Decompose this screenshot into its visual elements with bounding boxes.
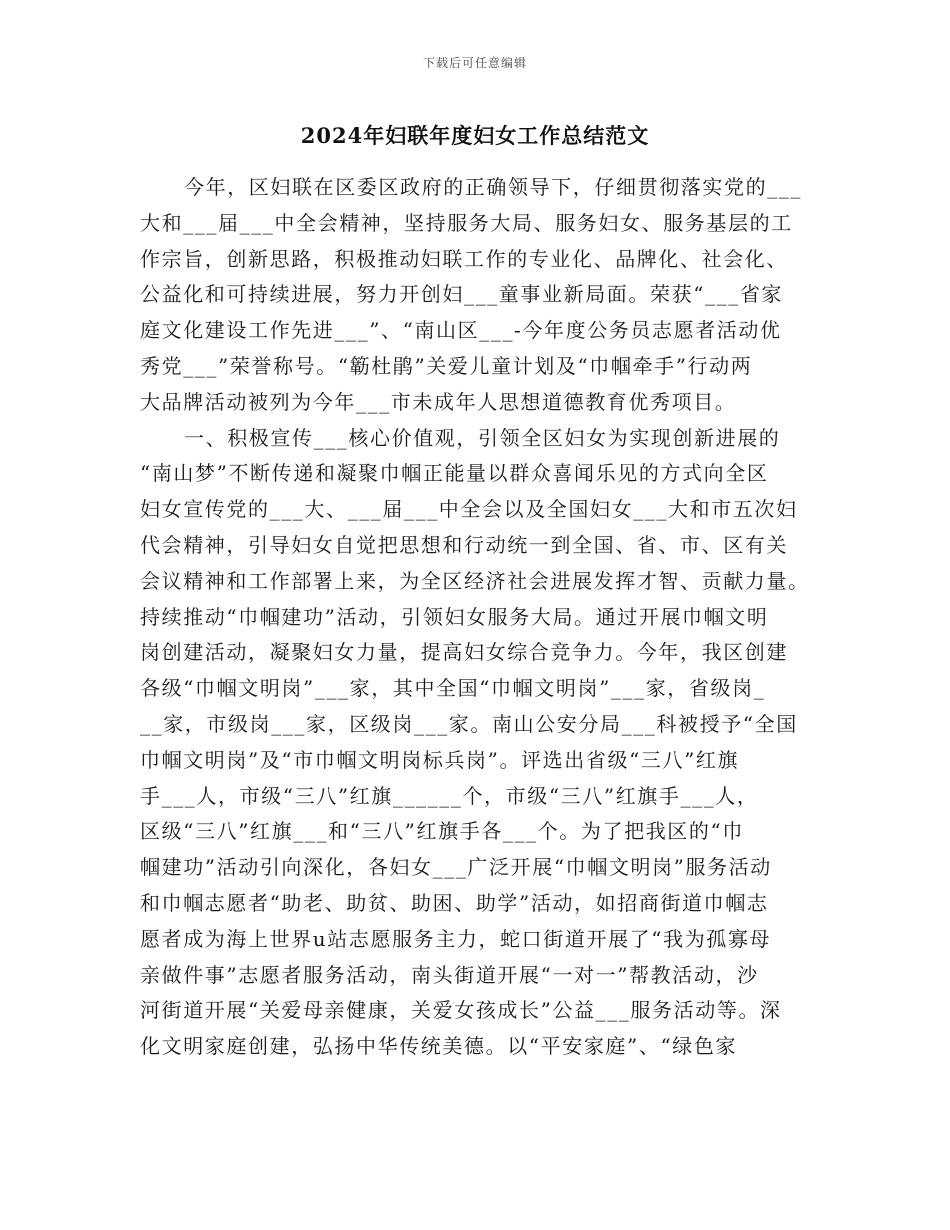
text-line: 会议精神和工作部署上来，为全区经济社会进展发挥才智、贡献力量。 (140, 568, 810, 593)
text-line: 帼建功”活动引向深化，各妇女___广泛开展“巾帼文明岗”服务活动 (140, 855, 772, 880)
text-line: 秀党___”荣誉称号。“簕杜鹃”关爱儿童计划及“巾帼牵手”行动两 (140, 353, 753, 378)
paragraph-intro (140, 170, 820, 421)
text-line: 持续推动“巾帼建功”活动，引领妇女服务大局。通过开展巾帼文明 (140, 604, 769, 629)
text-line: 岗创建活动，凝聚妇女力量，提高妇女综合竞争力。今年，我区创建 (140, 640, 788, 665)
text-line: 代会精神，引导妇女自觉把思想和行动统一到全国、省、市、区有关 (140, 532, 788, 557)
text-line: 河街道开展“关爱母亲健康，关爱女孩成长”公益___服务活动等。深 (140, 998, 782, 1023)
text-line: 区级“三八”红旗___和“三八”红旗手各___个。为了把我区的“巾 (140, 819, 744, 844)
text-line: 大和___届___中全会精神，坚持服务大局、服务妇女、服务基层的工 (140, 210, 793, 235)
text-line: 大品牌活动被列为今年___市未成年人思想道德教育优秀项目。 (140, 389, 737, 414)
text-line: 作宗旨，创新思路，积极推动妇联工作的专业化、品牌化、社会化、 (140, 246, 788, 271)
document-title: 2024年妇联年度妇女工作总结范文 (300, 123, 650, 148)
text-line: 庭文化建设工作先进___”、“南山区___-今年度公务员志愿者活动优 (140, 318, 782, 343)
text-line: “南山梦”不断传递和凝聚巾帼正能量以群众喜闻乐见的方式向全区 (140, 461, 769, 486)
document-body (140, 170, 820, 1065)
text-line: 一、积极宣传___核心价值观，引领全区妇女为实现创新进展的 (184, 425, 781, 450)
text-line: 各级“巾帼文明岗”___家，其中全国“巾帼文明岗”___家，省级岗_ (140, 676, 766, 701)
text-line: 和巾帼志愿者“助老、助贫、助困、助学”活动，如招商街道巾帼志 (140, 890, 769, 915)
text-line: 今年，区妇联在区委区政府的正确领导下，仔细贯彻落实党的___ (184, 175, 802, 199)
paragraph-section-1 (140, 421, 820, 1065)
text-line: 亲做件事”志愿者服务活动，南头街道开展“一对一”帮教活动，沙 (140, 962, 759, 987)
text-line: 公益化和可持续进展，努力开创妇___童事业新局面。荣获“___省家 (140, 282, 784, 307)
page-header: 下载后可任意编辑 (422, 56, 527, 70)
text-line: 愿者成为海上世界u站志愿服务主力，蛇口街道开展了“我为孤寡母 (140, 926, 772, 951)
text-line: __家，市级岗___家，区级岗___家。南山公安分局___科被授予“全国 (140, 711, 798, 736)
text-line: 手___人，市级“三八”红旗______个，市级“三八”红旗手___人， (140, 783, 759, 808)
text-line: 化文明家庭创建，弘扬中华传统美德。以“平安家庭”、“绿色家 (140, 1034, 738, 1059)
text-line: 巾帼文明岗”及“市巾帼文明岗标兵岗”。评选出省级“三八”红旗 (140, 747, 740, 772)
text-line: 妇女宣传党的___大、___届___中全会以及全国妇女___大和市五次妇 (140, 497, 798, 522)
